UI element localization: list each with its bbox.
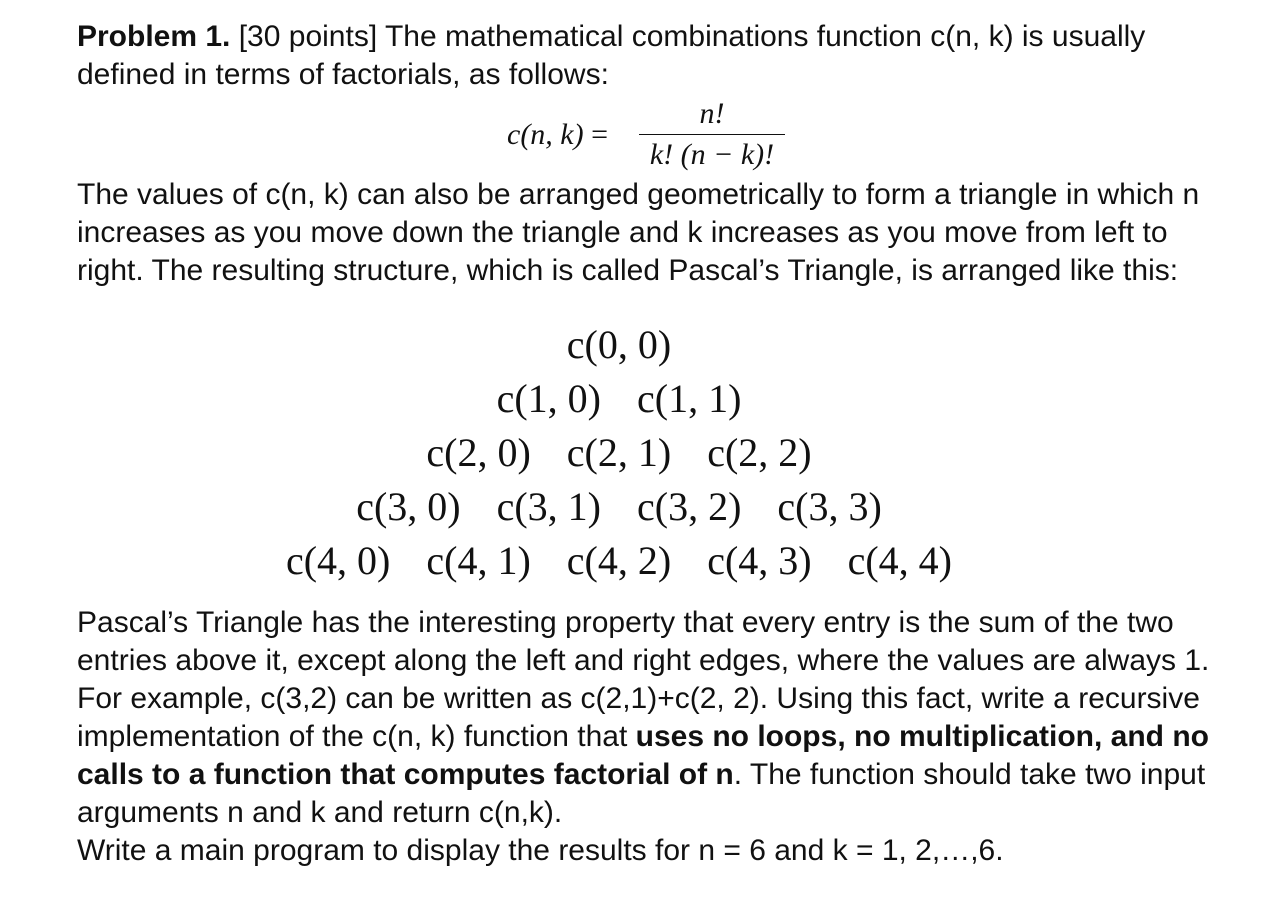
triangle-description: The values of c(n, k) can also be arranged geometrically to form a triangle in which n increases as you move down the triangle and k increases as you move from left to right. The resulting structure, which is called Pascal’s Triangle, is arranged like this:	[77, 178, 1200, 287]
formula-denominator: k! (n − k)!	[649, 138, 775, 171]
instructions-text-a: Pascal’s Triangle has the interesting property that every entry is the sum of the two entries above it, except along the left and right edges, where the values are always 1. For example, c(3,2) can be written as c(2,1)+c(2, 2). Using this fact, write a recursive implementation of the c(n, k) function that	[77, 606, 1210, 753]
problem-label: Problem 1.	[77, 20, 231, 53]
triangle-row-4	[77, 534, 1161, 588]
triangle-cell: c(4, 2)	[566, 538, 672, 583]
triangle-cell: c(4, 4)	[847, 538, 953, 583]
problem-intro	[77, 18, 1217, 94]
triangle-cell: c(3, 0)	[356, 484, 461, 529]
recursion-instructions	[77, 604, 1217, 832]
document-page	[77, 18, 1217, 870]
instructions-constraints: uses no loops, no multiplication, and no calls to a function that computes factorial of n	[77, 720, 1209, 791]
triangle-cell: c(2, 2)	[707, 430, 812, 475]
triangle-cell: c(3, 2)	[637, 484, 742, 529]
triangle-cell: c(4, 3)	[707, 538, 812, 583]
triangle-cell: c(1, 1)	[637, 376, 742, 421]
combination-formula	[77, 96, 1217, 176]
triangle-cell: c(4, 0)	[285, 538, 391, 583]
formula-lhs	[507, 118, 608, 152]
triangle-cell: c(2, 1)	[566, 430, 672, 475]
triangle-row-2	[77, 426, 1161, 480]
instructions-text-b: . The function should take two input arguments n and k and return c(n,k).	[77, 758, 1206, 829]
triangle-cell: c(2, 0)	[426, 430, 531, 475]
triangle-row-0	[77, 318, 1161, 372]
formula-equals: =	[591, 118, 609, 151]
triangle-cell: c(0, 0)	[566, 322, 672, 367]
triangle-cell: c(4, 1)	[426, 538, 531, 583]
formula-fraction	[639, 96, 785, 173]
main-program-instructions: Write a main program to display the results for n = 6 and k = 1, 2,…,6.	[77, 834, 1004, 867]
triangle-cell: c(3, 1)	[496, 484, 601, 529]
formula-numerator: n!	[699, 97, 725, 130]
triangle-cell: c(3, 3)	[777, 484, 882, 529]
problem-intro-text: [30 points] The mathematical combinations function c(n, k) is usually defined in terms of factorials, as follows:	[77, 20, 1146, 91]
fraction-bar	[639, 134, 785, 135]
triangle-row-1	[77, 372, 1161, 426]
triangle-row-3	[77, 480, 1161, 534]
pascal-triangle	[77, 318, 1161, 588]
triangle-cell: c(1, 0)	[496, 376, 601, 421]
formula-lhs-expr: c(n, k)	[507, 118, 584, 151]
